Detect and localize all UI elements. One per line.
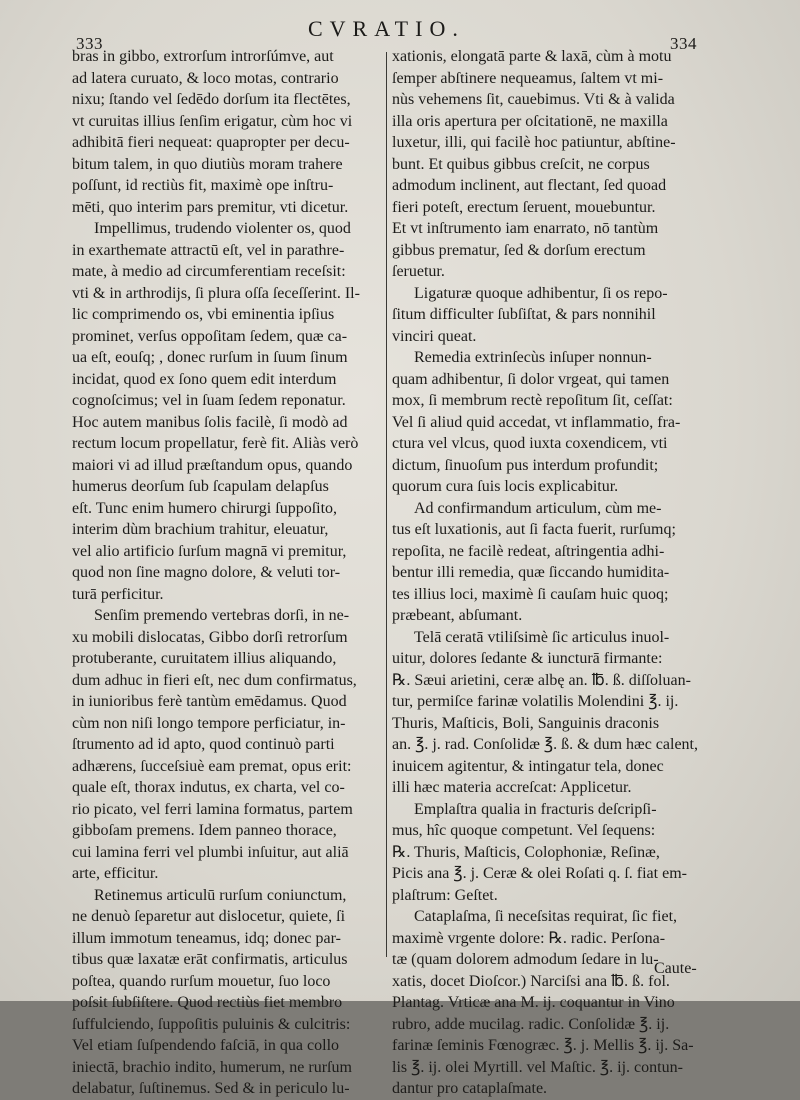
text-line: cùm non niſi longo tempore perficiatur, in- [72, 714, 346, 732]
text-line: ne denuò ſeparetur aut dislocetur, quiete, ſi [72, 908, 346, 925]
text-line: Telā ceratā vtiliſsimè ſic articulus inuol- [414, 628, 670, 646]
text-line: ℞. Sæui arietini, ceræ albę an. ℔. ß. diſſoluan- [392, 671, 691, 689]
text-line: gibbus prematur, ſed & dorſum erectum [392, 241, 646, 259]
text-line: præbeant, abſumant. [392, 607, 523, 624]
text-line: bras in gibbo, extrorſum introrſúmve, aut [72, 48, 334, 65]
text-line: Picis ana ℥. j. Ceræ & olei Roſati q. ſ. fiat em- [392, 865, 687, 882]
text-line: rectum locum propellatur, ferè fit. Aliàs verò [72, 435, 359, 452]
column-divider [386, 52, 387, 957]
page-number-left: 333 [76, 34, 103, 53]
text-line: uitur, dolores ſedante & iuncturā firmante: [392, 650, 663, 667]
text-line: lis ℥. ij. olei Myrtill. vel Maſtic. ℥. ij. contun- [392, 1058, 683, 1076]
text-line: quorum cura ſuis locis explicabitur. [392, 478, 619, 495]
text-line: nixu; ſtando vel ſedēdo dorſum ita flectētes, [72, 91, 351, 108]
text-line: tus eſt luxationis, aut ſi facta fuerit, rurſumq; [392, 521, 676, 538]
text-line: quam adhibentur, ſi dolor vrgeat, qui tamen [392, 370, 670, 388]
text-line: interim dùm brachium trahitur, eleuatur, [72, 521, 329, 538]
text-line: mate, à medio ad circumferentiam receſsit: [72, 263, 346, 280]
right-text-column [392, 46, 714, 1100]
text-line: plaſtrum: Geſtet. [392, 886, 498, 904]
text-line: ua eſt, eouſq; , donec rurſum in ſuum ſinum [72, 349, 348, 366]
text-line: incidat, quod ex ſono quem edit interdum [72, 370, 337, 388]
text-line: Emplaſtra qualia in fracturis deſcripſi- [414, 800, 657, 818]
text-line: turā perficitur. [72, 585, 164, 603]
text-line: Thuris, Maſticis, Boli, Sanguinis draconis [392, 714, 660, 732]
text-line: protuberante, curuitatem illius aliquando, [72, 650, 337, 667]
text-line: cognoſcimus; vel in ſuam ſedem reponatur. [72, 392, 346, 409]
text-line: bunt. Et quibus gibbus creſcit, ne corpus [392, 155, 650, 173]
text-line: Ad confirmandum articulum, cùm me- [414, 499, 662, 517]
text-line: ſtrumento ad id apto, quod continuò parti [72, 736, 335, 753]
text-line: iniectā, brachio indito, humerum, ne rurſum [72, 1058, 352, 1076]
text-line: rio picato, vel ferri lamina formatus, partem [72, 800, 353, 818]
text-line: vti & in arthrodijs, ſi plura oſſa ſeceſſerint. Il- [72, 284, 360, 302]
text-line: vel alio artificio ſurſum magnā vi premitur, [72, 542, 347, 560]
text-line: rubro, adde mucilag. radic. Conſolidæ ℥. ij. [392, 1015, 670, 1033]
text-line: in iunioribus ferè tantùm emēdamus. Quod [72, 693, 347, 710]
text-line: poſſunt, id rectiùs fit, maximè ope inſtru- [72, 177, 334, 194]
text-line: tæ (quam dolorem admodum ſedare in lu- [392, 951, 659, 968]
text-line: ſeruetur. [392, 263, 445, 280]
text-line: dictum, ſinuoſum pus interdum profundit; [392, 456, 659, 474]
text-line: delabatur, ſuſtinemus. Sed & in periculo lu- [72, 1080, 350, 1097]
text-line: bitum talem, in quo diutiùs moram trahere [72, 155, 343, 173]
text-line: xatis, docet Dioſcor.) Narciſsi ana ℔. ß. fol. [392, 972, 670, 990]
text-line: xationis, elongatā parte & laxā, cùm à motu [392, 48, 672, 65]
text-line: xu mobili dislocatas, Gibbo dorſi retrorſum [72, 628, 348, 646]
text-line: ſuffulciendo, ſuppoſitis puluinis & culcitris: [72, 1015, 351, 1033]
left-text-column [72, 46, 386, 1100]
text-line: Vel etiam ſuſpendendo faſciā, in qua collo [72, 1037, 340, 1054]
text-line: arte, efficitur. [72, 865, 159, 882]
text-line: adhærens, ſucceſsiuè eam premat, opus erit: [72, 757, 352, 775]
text-line: mēti, quo interim pars premitur, vti dicetur. [72, 198, 349, 216]
text-line: Hoc autem manibus ſolis facilè, ſi modò ad [72, 413, 348, 431]
text-line: adhibitā fieri nequeat: quapropter per decu- [72, 134, 350, 151]
text-line: Impellimus, trudendo violenter os, quod [94, 220, 351, 237]
text-line: quale eſt, thorax indutus, ex charta, vel co- [72, 779, 345, 796]
text-line: an. ℥. j. rad. Conſolidæ ℥. ß. & dum hæc calent, [392, 736, 698, 753]
text-line: admodum inclinent, aut flectant, ſed quoad [392, 177, 667, 194]
text-line: eſt. Tunc enim humero chirurgi ſuppoſito, [72, 499, 338, 517]
text-line: mus, hîc quoque competunt. Vel ſequens: [392, 822, 656, 839]
text-line: poſsit ſubſiſtere. Quod rectiùs fiet membro [72, 994, 343, 1011]
text-line: illa oris apertura per oſcitationē, ne maxilla [392, 112, 668, 130]
text-line: Senſim premendo vertebras dorſi, in ne- [94, 607, 350, 624]
text-line: Cataplaſma, ſi neceſsitas requirat, ſic fiet, [414, 908, 678, 925]
text-line: dum adhuc in fieri eſt, nec dum confirmatus, [72, 671, 357, 689]
text-line: ſitum difficulter ſubſiſtat, & pars nonnihil [392, 306, 656, 323]
text-line: repoſita, ne facilè redeat, aſtringentia adhi- [392, 542, 665, 560]
text-line: maximè vrgente dolore: ℞. radic. Perſona- [392, 929, 666, 947]
page-number-right: 334 [670, 34, 697, 53]
text-line: Et vt inſtrumento iam enarrato, nō tantùm [392, 220, 659, 237]
catchword: Caute- [654, 960, 697, 977]
text-line: vt curuitas illius ſenſim erigatur, cùm hoc vi [72, 112, 353, 130]
text-line: tur, permiſce farinæ volatilis Molendini ℥. ij. [392, 693, 679, 710]
text-line: Vel ſi aliud quid accedat, vt inflammatio, fra- [392, 413, 681, 431]
text-line: lic comprimendo os, vbi eminentia ipſius [72, 306, 335, 323]
text-line: cui lamina ferri vel plumbi inſuitur, aut aliā [72, 843, 349, 861]
text-line: Ligaturæ quoque adhibentur, ſi os repo- [414, 284, 668, 302]
text-line: illum immotum teneamus, idq; donec par- [72, 929, 341, 947]
text-line: ad latera curuato, & loco motas, contrario [72, 69, 339, 87]
text-line: illi hæc materia accreſcat: Applicetur. [392, 779, 632, 796]
text-line: bentur illi remedia, quæ ſiccando humidita- [392, 564, 670, 581]
text-line: dantur pro cataplaſmate. [392, 1080, 548, 1097]
text-line: ℞. Thuris, Maſticis, Colophoniæ, Reſinæ, [392, 843, 660, 861]
text-line: Retinemus articulū rurſum coniunctum, [94, 886, 347, 904]
text-line: luxetur, illi, qui facilè hoc patiuntur, abſtine- [392, 134, 676, 151]
text-line: maiori vi ad illud præſtandum opus, quando [72, 456, 353, 474]
text-line: tibus quæ laxatæ erāt confirmatis, articulus [72, 951, 348, 968]
text-line: gibboſam premens. Idem panneo thorace, [72, 822, 337, 839]
text-line: prominet, verſus oppoſitam ſedem, quæ ca- [72, 327, 348, 345]
text-line: ctura vel vlcus, quod iuxta coxendicem, vti [392, 435, 668, 452]
text-line: ſemper abſtinere nequeamus, ſaltem vt mi- [392, 69, 664, 87]
text-line: inuicem agitentur, & intingatur tela, donec [392, 757, 664, 775]
text-line: vinciri queat. [392, 327, 477, 345]
text-line: poſtea, quando rurſum mouetur, ſuo loco [72, 972, 331, 990]
running-head: CVRATIO. [308, 16, 465, 41]
text-line: in exarthemate attractū eſt, vel in parathre- [72, 241, 345, 259]
text-line: mox, ſi membrum rectè repoſitum ſit, ceſſat: [392, 392, 673, 409]
text-line: nùs vehemens ſit, cauebimus. Vti & à valida [392, 91, 675, 108]
text-line: Remedia extrinſecùs inſuper nonnun- [414, 349, 652, 366]
text-line: quod non ſine magno dolore, & veluti tor- [72, 564, 341, 581]
text-line: fieri poteſt, erectum ſeruent, mouebuntur. [392, 198, 656, 216]
text-line: farinæ ſeminis Fœnogræc. ℥. j. Mellis ℥. ij. Sa- [392, 1037, 694, 1054]
text-line: Plantag. Vrticæ ana M. ij. coquantur in Vino [392, 994, 675, 1011]
text-line: tes illius loci, maximè ſi cauſam huic quoq; [392, 585, 669, 603]
text-line: humerus deorſum ſub ſcapulam delapſus [72, 478, 329, 495]
